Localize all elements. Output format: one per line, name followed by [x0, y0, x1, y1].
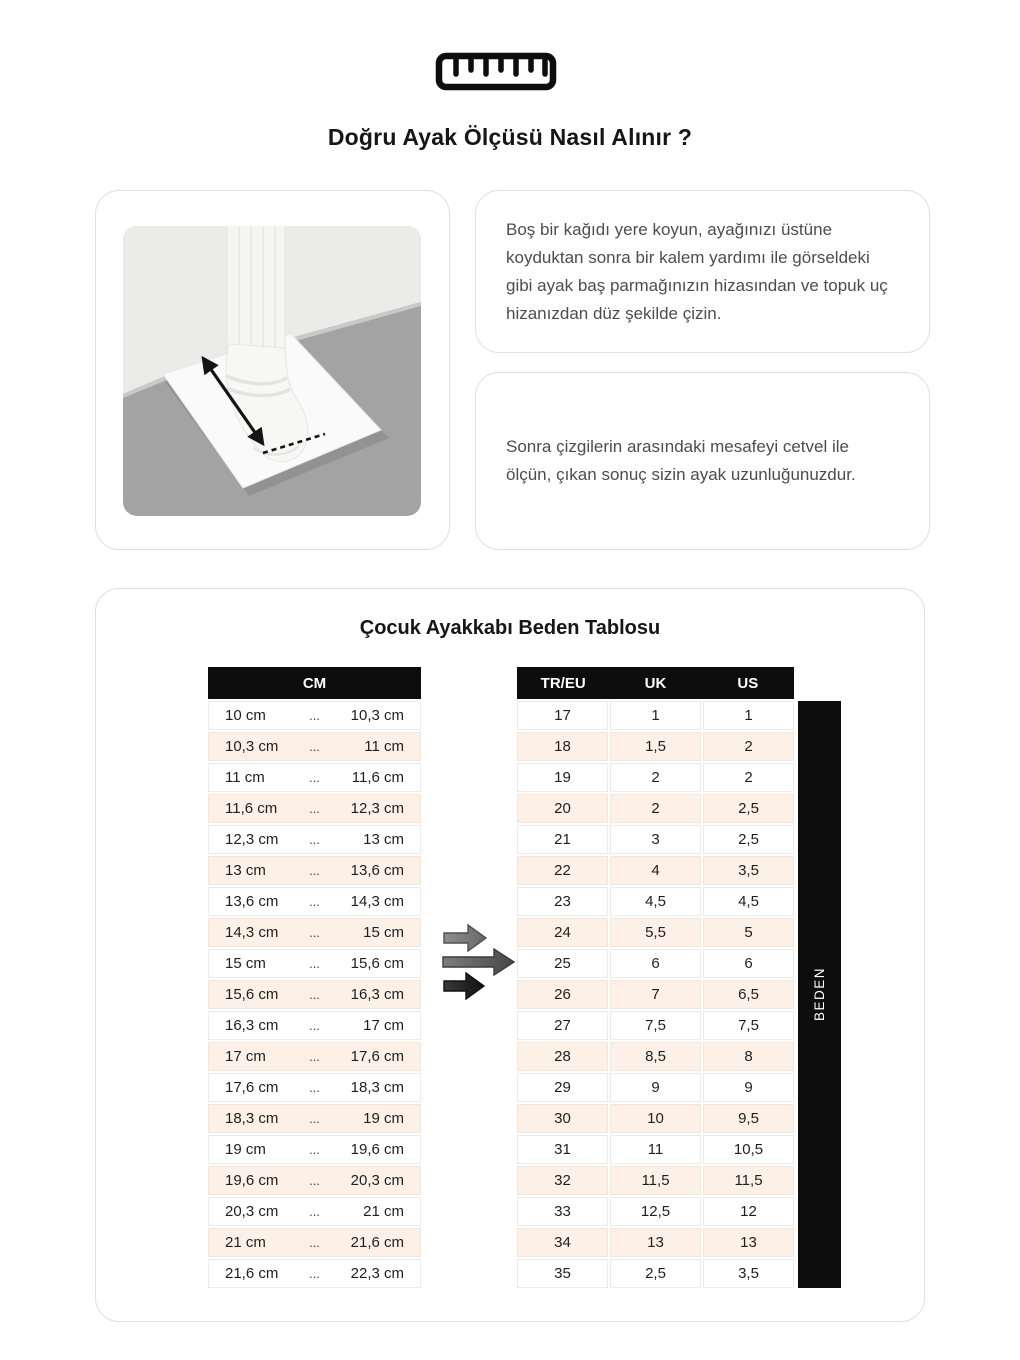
cell: 18: [517, 732, 608, 761]
cell: 10,3 cm: [225, 738, 279, 755]
table-row: [208, 701, 421, 730]
table-row: [517, 1073, 794, 1102]
cell: 12,3 cm: [225, 831, 279, 848]
cell: 23: [517, 887, 608, 916]
cell: 2: [703, 732, 794, 761]
table-row: [208, 1104, 421, 1133]
table-row: [208, 856, 421, 885]
cell: 29: [517, 1073, 608, 1102]
size-header-uk: UK: [644, 674, 667, 692]
cell: 19 cm: [363, 1110, 404, 1127]
size-table-header: [517, 667, 794, 699]
cell: 16,3 cm: [350, 986, 404, 1003]
cell: 15 cm: [225, 955, 266, 972]
cell: 26: [517, 980, 608, 1009]
cell: 1,5: [610, 732, 701, 761]
cell: ...: [309, 1080, 320, 1095]
cell: 10,3 cm: [350, 707, 404, 724]
cell: 10 cm: [225, 707, 266, 724]
beden-vertical-label: [798, 701, 841, 1288]
cell: ...: [309, 1018, 320, 1033]
table-row: [208, 1042, 421, 1071]
cell: 1: [610, 701, 701, 730]
table-row: [517, 1042, 794, 1071]
cell: 2,5: [610, 1259, 701, 1288]
cell: 17: [517, 701, 608, 730]
cell: 4,5: [703, 887, 794, 916]
cell: 8: [703, 1042, 794, 1071]
cell: 19,6 cm: [350, 1141, 404, 1158]
cell: ...: [309, 1235, 320, 1250]
cell: 13,6 cm: [225, 893, 279, 910]
cell: ...: [309, 770, 320, 785]
cell: 12: [703, 1197, 794, 1226]
cell: 21: [517, 825, 608, 854]
table-row: [517, 794, 794, 823]
cell: ...: [309, 987, 320, 1002]
instruction-card-step1: [475, 190, 930, 353]
cell: 13: [703, 1228, 794, 1257]
cell: 10,5: [703, 1135, 794, 1164]
cell: 14,3 cm: [225, 924, 279, 941]
table-row: [208, 825, 421, 854]
cell: ...: [309, 708, 320, 723]
table-row: [208, 949, 421, 978]
cell: 6: [610, 949, 701, 978]
instruction-step1-text: Boş bir kağıdı yere koyun, ayağınızı üstüne koyduktan sonra bir kalem yardımı ile görseldeki gibi ayak baş parmağınızın hizasından ve topuk uç hizanızdan düz şekilde çizin.: [506, 219, 888, 323]
cell: 4: [610, 856, 701, 885]
cell: 3: [610, 825, 701, 854]
cell: 7,5: [703, 1011, 794, 1040]
cm-table-rows: [208, 701, 421, 1288]
cell: 13 cm: [363, 831, 404, 848]
cell: 15,6 cm: [350, 955, 404, 972]
size-table-rows: [517, 701, 794, 1288]
table-row: [208, 1197, 421, 1226]
table-row: [208, 918, 421, 947]
table-row: [517, 732, 794, 761]
cell: 11,6 cm: [351, 769, 404, 786]
cell: 5,5: [610, 918, 701, 947]
cell: 34: [517, 1228, 608, 1257]
cell: 6,5: [703, 980, 794, 1009]
cm-table-header: [208, 667, 421, 699]
table-row: [208, 1135, 421, 1164]
cell: ...: [309, 739, 320, 754]
cell: 3,5: [703, 856, 794, 885]
cell: 15 cm: [363, 924, 404, 941]
cell: ...: [309, 1111, 320, 1126]
table-row: [517, 1228, 794, 1257]
cell: ...: [309, 956, 320, 971]
cell: 14,3 cm: [350, 893, 404, 910]
cell: 15,6 cm: [225, 986, 279, 1003]
cell: 21 cm: [363, 1203, 404, 1220]
table-row: [208, 732, 421, 761]
cell: 33: [517, 1197, 608, 1226]
cell: 17 cm: [363, 1017, 404, 1034]
size-table-title: Çocuk Ayakkabı Beden Tablosu: [359, 617, 661, 639]
cell: ...: [309, 894, 320, 909]
table-row: [517, 763, 794, 792]
cell: 12,5: [610, 1197, 701, 1226]
transfer-arrows-icon: [436, 919, 518, 1005]
cell: 13,6 cm: [350, 862, 404, 879]
table-row: [208, 1228, 421, 1257]
table-row: [517, 1135, 794, 1164]
cell: ...: [309, 1266, 320, 1281]
cell: 20,3 cm: [350, 1172, 404, 1189]
cell: 20,3 cm: [225, 1203, 279, 1220]
cell: ...: [309, 801, 320, 816]
cell: 20: [517, 794, 608, 823]
cell: 9: [703, 1073, 794, 1102]
beden-label-text: BEDEN: [812, 967, 827, 1022]
table-row: [517, 1011, 794, 1040]
cell: 12,3 cm: [350, 800, 404, 817]
table-row: [208, 980, 421, 1009]
table-row: [208, 887, 421, 916]
cell: 11 cm: [364, 738, 404, 755]
cell: ...: [309, 1204, 320, 1219]
cell: 17,6 cm: [350, 1048, 404, 1065]
cell: 11,5: [610, 1166, 701, 1195]
cell: ...: [309, 1049, 320, 1064]
cell: 2: [610, 794, 701, 823]
table-row: [517, 856, 794, 885]
cell: 28: [517, 1042, 608, 1071]
cell: 11: [610, 1135, 701, 1164]
table-row: [517, 949, 794, 978]
cell: 11,6 cm: [225, 800, 278, 817]
size-header-tr-eu: TR/EU: [540, 674, 586, 692]
cell: 11 cm: [225, 769, 265, 786]
cell: 9: [610, 1073, 701, 1102]
cell: 18,3 cm: [350, 1079, 404, 1096]
cell: 27: [517, 1011, 608, 1040]
cell: 17,6 cm: [225, 1079, 279, 1096]
cell: 21 cm: [225, 1234, 266, 1251]
cell: 3,5: [703, 1259, 794, 1288]
cell: 35: [517, 1259, 608, 1288]
cell: 19,6 cm: [225, 1172, 279, 1189]
table-row: [517, 1104, 794, 1133]
cell: 13 cm: [225, 862, 266, 879]
table-row: [517, 1197, 794, 1226]
cell: 2,5: [703, 794, 794, 823]
size-header-us: US: [737, 674, 759, 692]
ruler-icon: [435, 52, 557, 92]
table-row: [517, 825, 794, 854]
cell: 21,6 cm: [350, 1234, 404, 1251]
table-row: [208, 794, 421, 823]
cell: 18,3 cm: [225, 1110, 279, 1127]
cell: 17 cm: [225, 1048, 266, 1065]
cell: 6: [703, 949, 794, 978]
cell: 11,5: [703, 1166, 794, 1195]
size-table: [517, 667, 794, 1288]
cell: 8,5: [610, 1042, 701, 1071]
cell: 31: [517, 1135, 608, 1164]
cell: 32: [517, 1166, 608, 1195]
cell: 22: [517, 856, 608, 885]
page-title: Doğru Ayak Ölçüsü Nasıl Alınır ?: [327, 124, 693, 150]
table-row: [208, 1073, 421, 1102]
cell: 10: [610, 1104, 701, 1133]
size-table-card: [95, 588, 925, 1322]
table-row: [517, 887, 794, 916]
cell: 25: [517, 949, 608, 978]
cell: 22,3 cm: [350, 1265, 404, 1282]
table-row: [517, 1259, 794, 1288]
table-row: [517, 980, 794, 1009]
instruction-step2-text: Sonra çizgilerin arasındaki mesafeyi cetvel ile ölçün, çıkan sonuç sizin ayak uzunluğunuzdur.: [506, 437, 856, 484]
cell: 1: [703, 701, 794, 730]
instruction-card-step2: [475, 372, 930, 550]
cell: 4,5: [610, 887, 701, 916]
foot-measurement-photo: [123, 226, 421, 516]
table-row: [517, 1166, 794, 1195]
cell: 19: [517, 763, 608, 792]
cell: 9,5: [703, 1104, 794, 1133]
cell: 2: [610, 763, 701, 792]
table-row: [517, 701, 794, 730]
cell: 16,3 cm: [225, 1017, 279, 1034]
cell: 7,5: [610, 1011, 701, 1040]
cm-table: [208, 667, 421, 1288]
cell: ...: [309, 925, 320, 940]
cell: ...: [309, 1142, 320, 1157]
table-row: [208, 763, 421, 792]
cell: 21,6 cm: [225, 1265, 279, 1282]
cell: 30: [517, 1104, 608, 1133]
foot-measure-photo-card: [95, 190, 450, 550]
cell: ...: [309, 832, 320, 847]
table-row: [208, 1166, 421, 1195]
cm-header-label: CM: [302, 674, 327, 692]
cell: 19 cm: [225, 1141, 266, 1158]
cell: ...: [309, 1173, 320, 1188]
table-row: [208, 1259, 421, 1288]
table-row: [208, 1011, 421, 1040]
cell: ...: [309, 863, 320, 878]
table-row: [517, 918, 794, 947]
cell: 2: [703, 763, 794, 792]
cell: 24: [517, 918, 608, 947]
cell: 2,5: [703, 825, 794, 854]
cell: 5: [703, 918, 794, 947]
cell: 7: [610, 980, 701, 1009]
cell: 13: [610, 1228, 701, 1257]
